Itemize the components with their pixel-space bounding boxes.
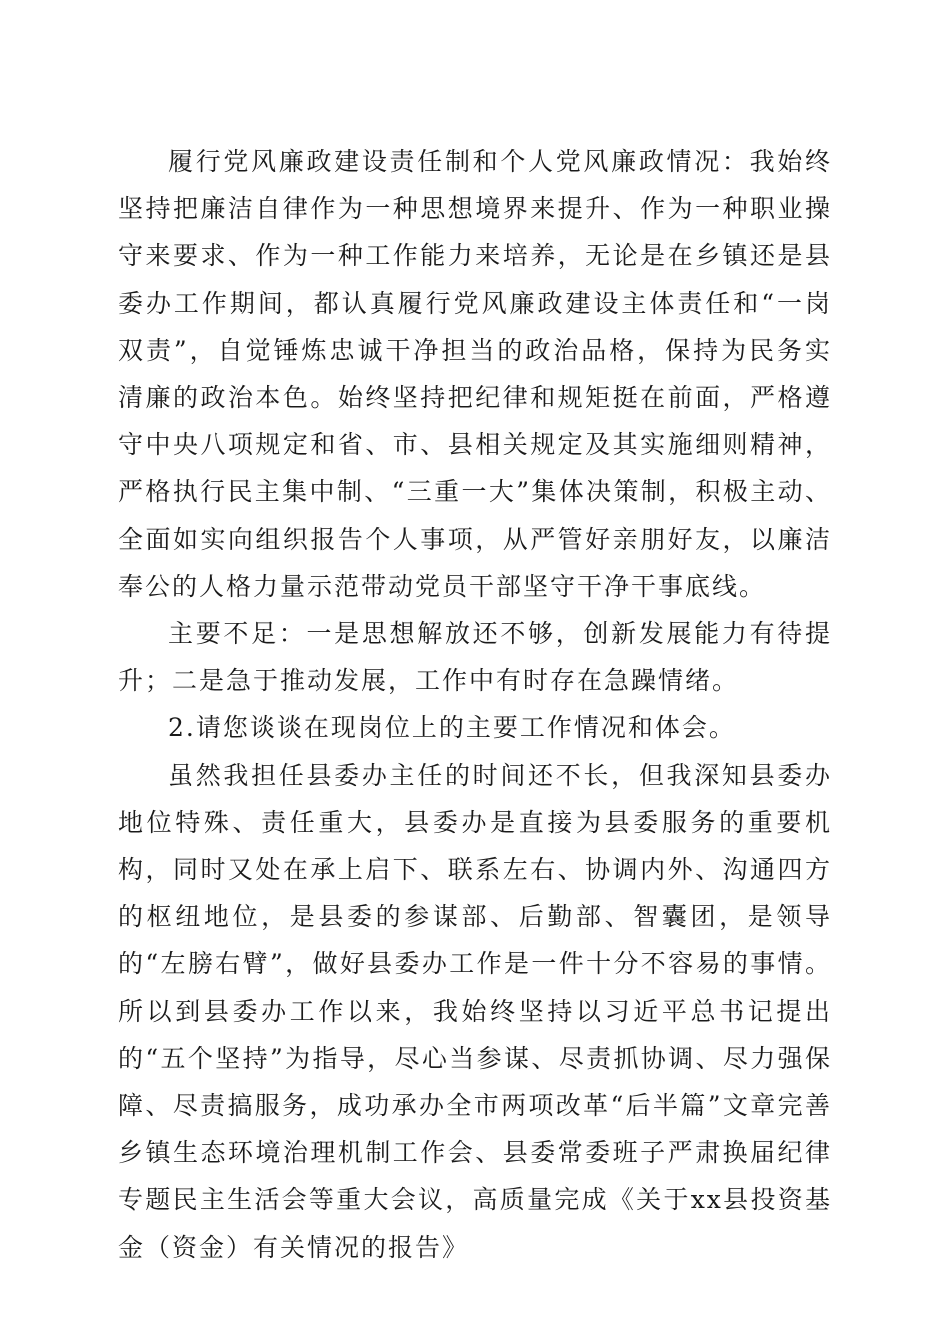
- paragraph-shortcomings: 主要不足：一是思想解放还不够，创新发展能力有待提升；二是急于推动发展，工作中有时存在急躁情绪。: [118, 619, 832, 696]
- document-body: [118, 138, 832, 1271]
- paragraph-party-conduct: 履行党风廉政建设责任制和个人党风廉政情况：我始终坚持把廉洁自律作为一种思想境界来提升、作为一种职业操守来要求、作为一种工作能力来培养，无论是在乡镇还是县委办工作期间，都认真履行党风廉政建设主体责任和“一岗双责”，自觉锤炼忠诚干净担当的政治品格，保持为民务实清廉的政治本色。始终坚持把纪律和规矩挺在前面，严格遵守中央八项规定和省、市、县相关规定及其实施细则精神，严格执行民主集中制、“三重一大”集体决策制，积极主动、全面如实向组织报告个人事项，从严管好亲朋好友，以廉洁奉公的人格力量示范带动党员干部坚守干净干事底线。: [118, 147, 832, 601]
- paragraph-work-experience: 虽然我担任县委办主任的时间还不长，但我深知县委办地位特殊、责任重大，县委办是直接为县委服务的重要机构，同时又处在承上启下、联系左右、协调内外、沟通四方的枢纽地位，是县委的参谋部、后勤部、智囊团，是领导的“左膀右臂”，做好县委办工作是一件十分不容易的事情。所以到县委办工作以来，我始终坚持以习近平总书记提出的“五个坚持”为指导，尽心当参谋、尽责抓协调、尽力强保障、尽责搞服务，成功承办全市两项改革“后半篇”文章完善乡镇生态环境治理机制工作会、县委常委班子严肃换届纪律专题民主生活会等重大会议，高质量完成《关于xx县投资基金（资金）有关情况的报告》: [118, 760, 832, 1262]
- paragraph-question-2: 2.请您谈谈在现岗位上的主要工作情况和体会。: [168, 713, 736, 743]
